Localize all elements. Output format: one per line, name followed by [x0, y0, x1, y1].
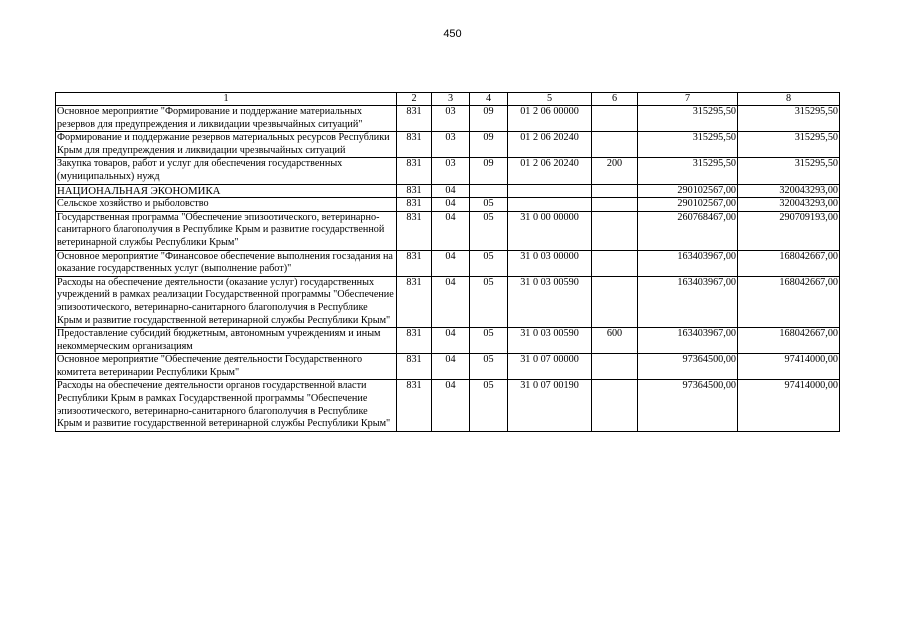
- amount-year-1: 97364500,00: [638, 380, 738, 431]
- header-row: [56, 93, 840, 106]
- amount-year-1: 315295,50: [638, 106, 738, 132]
- ministry-code: 831: [397, 158, 432, 184]
- table-row: [56, 198, 840, 212]
- target-article-code: 31 0 07 00190: [508, 380, 592, 431]
- table-row: [56, 184, 840, 198]
- expense-type-code: [592, 106, 638, 132]
- section-code: 04: [432, 211, 470, 250]
- amount-year-1: 260768467,00: [638, 211, 738, 250]
- section-code: 04: [432, 250, 470, 276]
- subsection-code: 09: [470, 132, 508, 158]
- section-code: 04: [432, 198, 470, 212]
- section-code: 04: [432, 328, 470, 354]
- section-code: 04: [432, 276, 470, 327]
- amount-year-2: 97414000,00: [738, 354, 840, 380]
- target-article-code: 01 2 06 20240: [508, 158, 592, 184]
- target-article-code: 01 2 06 20240: [508, 132, 592, 158]
- expense-type-code: [592, 250, 638, 276]
- subsection-code: 05: [470, 250, 508, 276]
- expense-type-code: [592, 380, 638, 431]
- amount-year-1: 315295,50: [638, 132, 738, 158]
- amount-year-1: 290102567,00: [638, 198, 738, 212]
- target-article-code: [508, 198, 592, 212]
- section-code: 04: [432, 184, 470, 198]
- ministry-code: 831: [397, 132, 432, 158]
- amount-year-1: 163403967,00: [638, 328, 738, 354]
- expense-type-code: 200: [592, 158, 638, 184]
- expense-type-code: [592, 276, 638, 327]
- column-header: 7: [638, 93, 738, 106]
- amount-year-2: 168042667,00: [738, 328, 840, 354]
- amount-year-1: 315295,50: [638, 158, 738, 184]
- amount-year-2: 320043293,00: [738, 198, 840, 212]
- ministry-code: 831: [397, 184, 432, 198]
- expense-type-code: [592, 211, 638, 250]
- amount-year-1: 163403967,00: [638, 250, 738, 276]
- item-name: Предоставление субсидий бюджетным, автономным учреждениям и иным некоммерческим организациям: [56, 328, 397, 354]
- budget-table: [55, 92, 840, 432]
- subsection-code: 05: [470, 328, 508, 354]
- amount-year-1: 163403967,00: [638, 276, 738, 327]
- ministry-code: 831: [397, 198, 432, 212]
- subsection-code: 05: [470, 380, 508, 431]
- section-code: 04: [432, 354, 470, 380]
- amount-year-2: 315295,50: [738, 132, 840, 158]
- subsection-code: [470, 184, 508, 198]
- item-name: НАЦИОНАЛЬНАЯ ЭКОНОМИКА: [56, 184, 397, 198]
- item-name: Формирование и поддержание резервов материальных ресурсов Республики Крым для предупреждения и ликвидации чрезвычайных ситуаций: [56, 132, 397, 158]
- item-name: Основное мероприятие "Обеспечение деятельности Государственного комитета ветеринарии Республики Крым": [56, 354, 397, 380]
- target-article-code: [508, 184, 592, 198]
- section-code: 03: [432, 132, 470, 158]
- table-row: [56, 132, 840, 158]
- amount-year-2: 290709193,00: [738, 211, 840, 250]
- ministry-code: 831: [397, 211, 432, 250]
- item-name: Государственная программа "Обеспечение эпизоотического, ветеринарно-санитарного благополучия в Республике Крым и развитие государственной ветеринарной службы Республики Крым": [56, 211, 397, 250]
- section-code: 03: [432, 158, 470, 184]
- subsection-code: 05: [470, 354, 508, 380]
- item-name: Сельское хозяйство и рыболовство: [56, 198, 397, 212]
- table-row: [56, 276, 840, 327]
- amount-year-2: 320043293,00: [738, 184, 840, 198]
- column-header: 6: [592, 93, 638, 106]
- column-header: 2: [397, 93, 432, 106]
- target-article-code: 31 0 07 00000: [508, 354, 592, 380]
- amount-year-2: 168042667,00: [738, 276, 840, 327]
- table-row: [56, 328, 840, 354]
- ministry-code: 831: [397, 250, 432, 276]
- ministry-code: 831: [397, 276, 432, 327]
- column-header: 4: [470, 93, 508, 106]
- subsection-code: 05: [470, 276, 508, 327]
- expense-type-code: [592, 132, 638, 158]
- expense-type-code: [592, 184, 638, 198]
- target-article-code: 31 0 00 00000: [508, 211, 592, 250]
- target-article-code: 31 0 03 00000: [508, 250, 592, 276]
- ministry-code: 831: [397, 106, 432, 132]
- amount-year-1: 97364500,00: [638, 354, 738, 380]
- target-article-code: 01 2 06 00000: [508, 106, 592, 132]
- item-name: Закупка товаров, работ и услуг для обеспечения государственных (муниципальных) нужд: [56, 158, 397, 184]
- subsection-code: 05: [470, 211, 508, 250]
- column-header: 3: [432, 93, 470, 106]
- column-header: 5: [508, 93, 592, 106]
- table-row: [56, 250, 840, 276]
- target-article-code: 31 0 03 00590: [508, 328, 592, 354]
- amount-year-1: 290102567,00: [638, 184, 738, 198]
- table-row: [56, 380, 840, 431]
- amount-year-2: 97414000,00: [738, 380, 840, 431]
- subsection-code: 09: [470, 158, 508, 184]
- expense-type-code: 600: [592, 328, 638, 354]
- table-row: [56, 106, 840, 132]
- expense-type-code: [592, 354, 638, 380]
- table-row: [56, 211, 840, 250]
- section-code: 04: [432, 380, 470, 431]
- column-header: 8: [738, 93, 840, 106]
- table-row: [56, 354, 840, 380]
- item-name: Расходы на обеспечение деятельности (оказание услуг) государственных учреждений в рамках реализации Государственной программы "Обеспечение эпизоотического, ветеринарно-санитарного благополучия в Республике Крым и развитие государственной ветеринарной службы Республики Крым": [56, 276, 397, 327]
- ministry-code: 831: [397, 380, 432, 431]
- amount-year-2: 315295,50: [738, 106, 840, 132]
- amount-year-2: 168042667,00: [738, 250, 840, 276]
- subsection-code: 09: [470, 106, 508, 132]
- subsection-code: 05: [470, 198, 508, 212]
- item-name: Расходы на обеспечение деятельности органов государственной власти Республики Крым в рамках Государственной программы "Обеспечение эпизоотического, ветеринарно-санитарного благополучия в Республике Крым и развитие государственной ветеринарной службы Республики Крым": [56, 380, 397, 431]
- expense-type-code: [592, 198, 638, 212]
- page-number: 450: [443, 28, 462, 40]
- ministry-code: 831: [397, 354, 432, 380]
- table-row: [56, 158, 840, 184]
- target-article-code: 31 0 03 00590: [508, 276, 592, 327]
- item-name: Основное мероприятие "Формирование и поддержание материальных резервов для предупреждения и ликвидации чрезвычайных ситуаций": [56, 106, 397, 132]
- section-code: 03: [432, 106, 470, 132]
- column-header: 1: [56, 93, 397, 106]
- amount-year-2: 315295,50: [738, 158, 840, 184]
- ministry-code: 831: [397, 328, 432, 354]
- item-name: Основное мероприятие "Финансовое обеспечение выполнения госзадания на оказание государственных услуг (выполнение работ)": [56, 250, 397, 276]
